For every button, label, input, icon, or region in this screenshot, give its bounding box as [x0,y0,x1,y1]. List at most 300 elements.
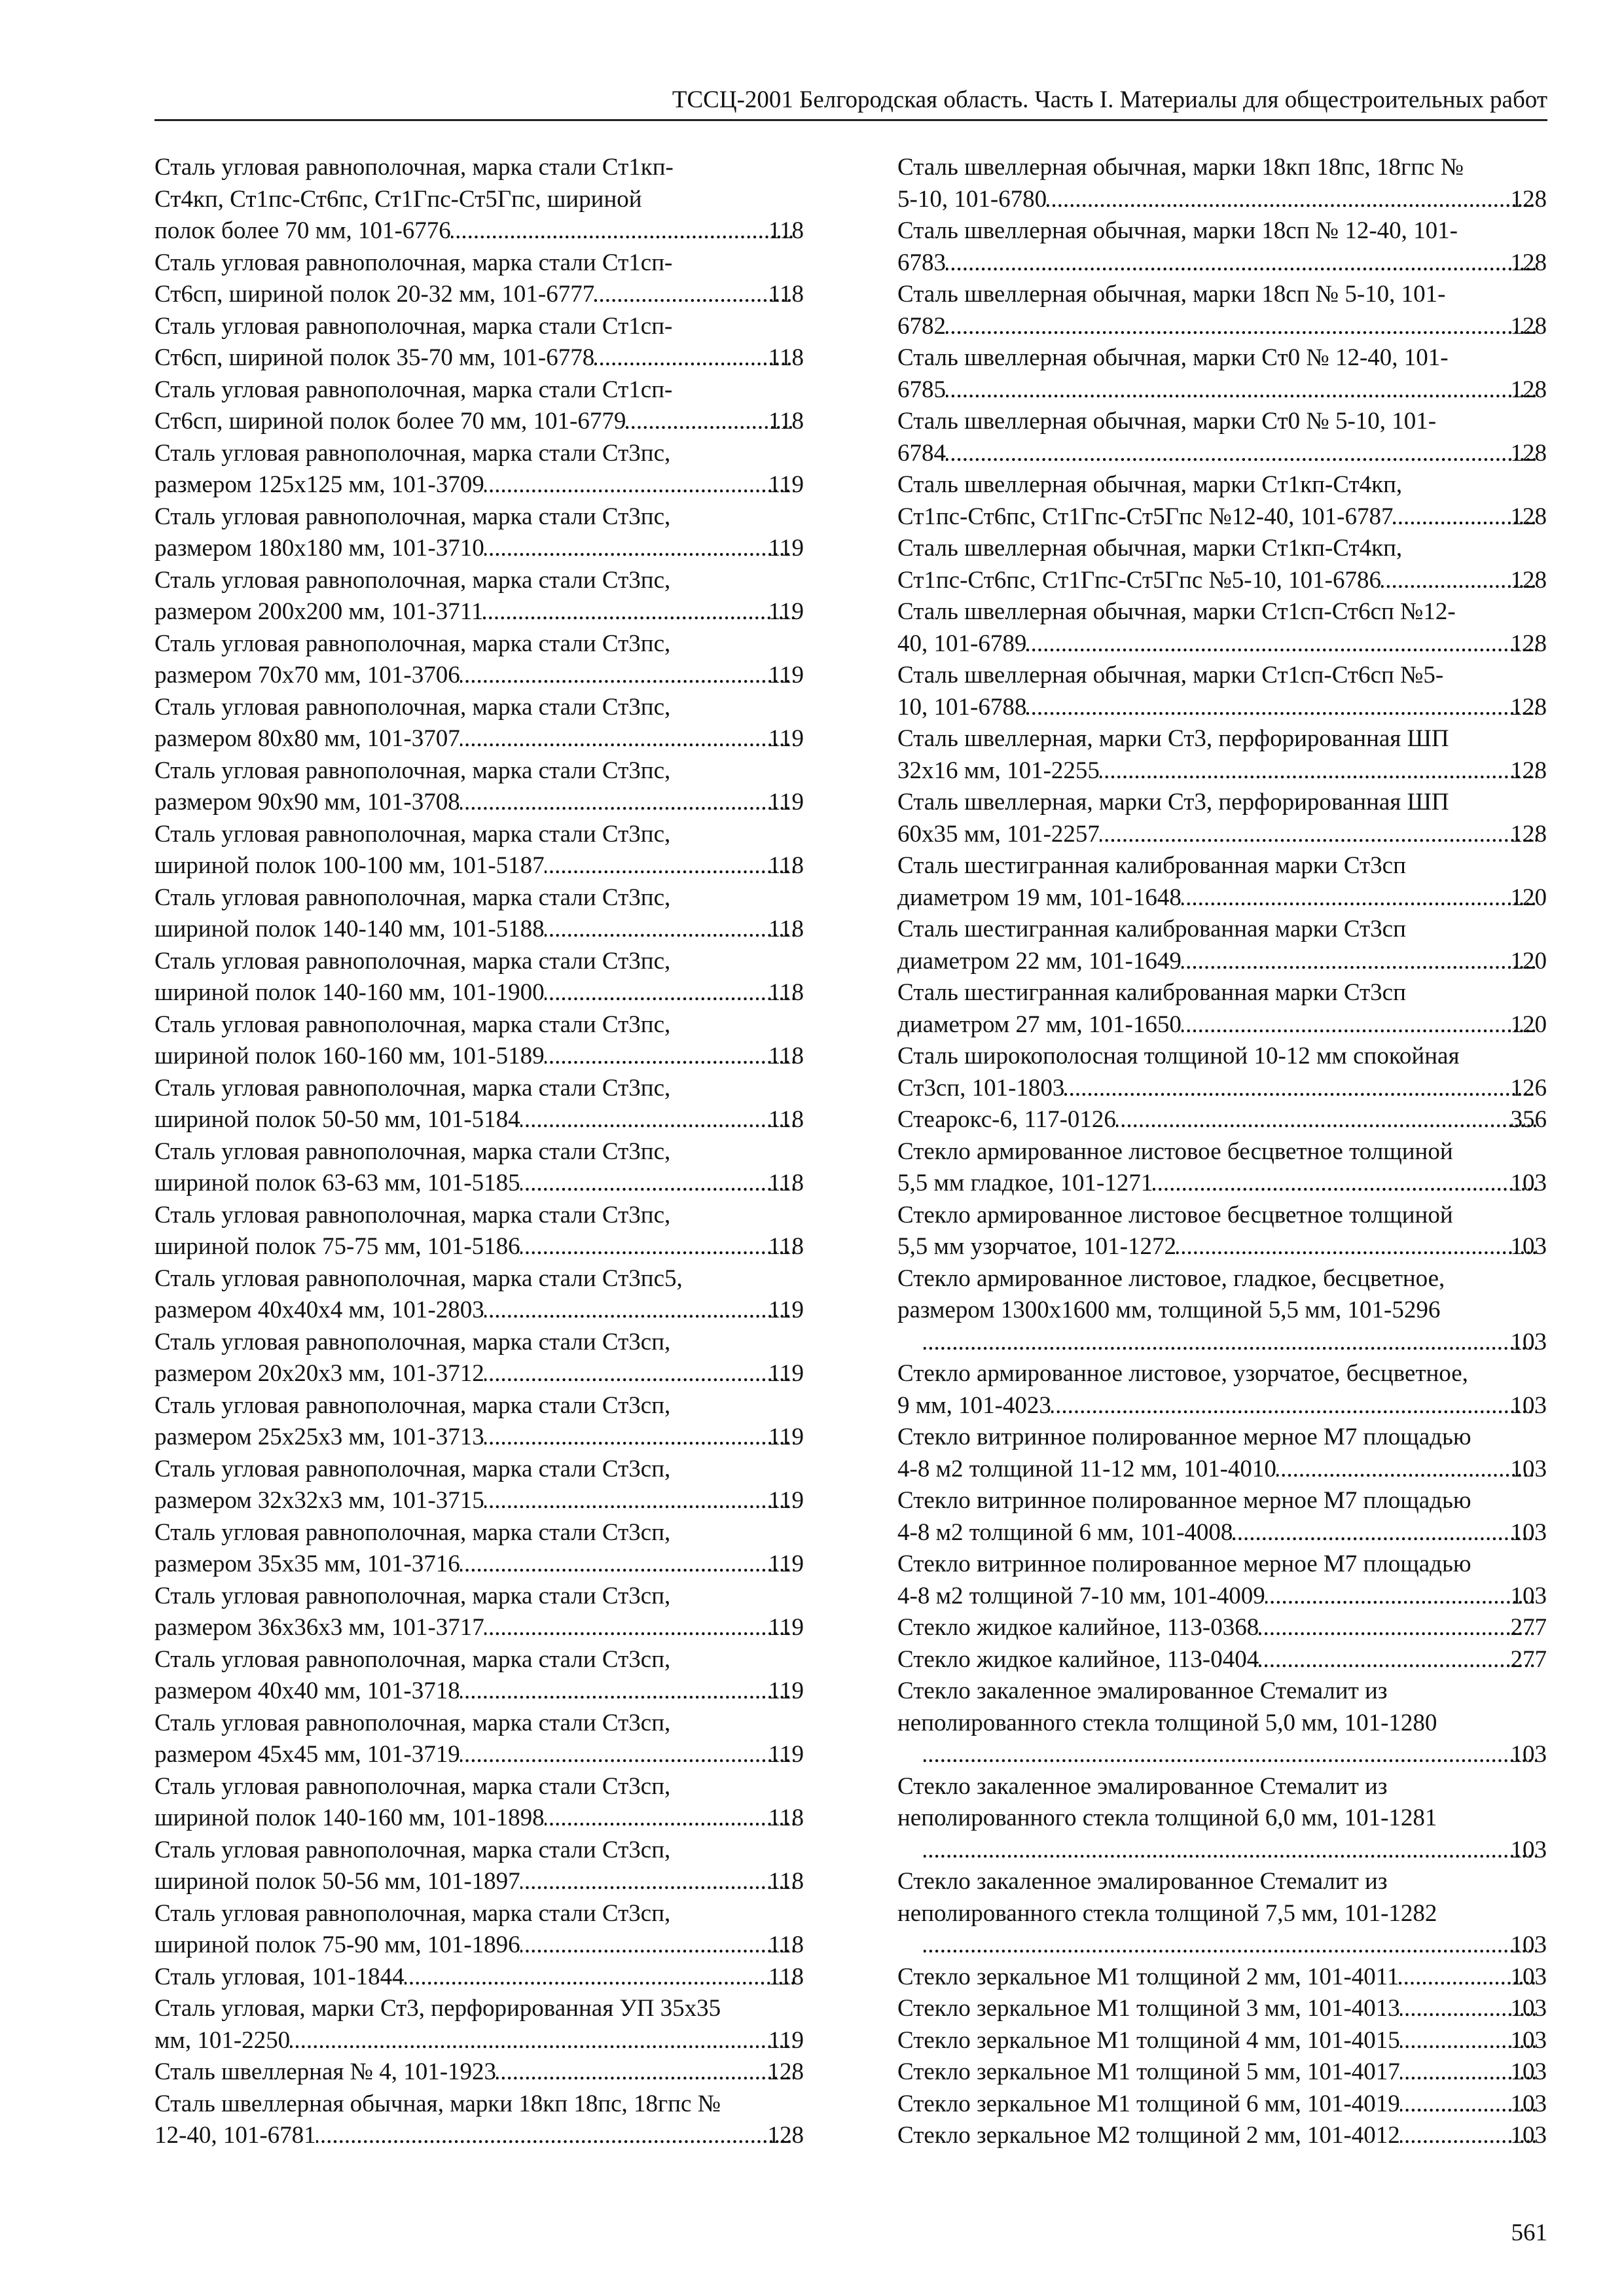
index-entry [897,1771,1547,1867]
index-entry-text: 5,5 мм гладкое, 101-1271 [897,1170,1153,1196]
dot-leader [1100,819,1537,851]
index-entry-last-line [154,1866,804,1898]
index-entry [154,1327,804,1390]
index-entry-line: Сталь угловая равнополочная, марка стали Ст3пс5, [154,1265,683,1292]
index-entry-text: Ст6сп, шириной полок 35-70 мм, 101-6778 [154,344,595,371]
index-entry-text: размером 70х70 мм, 101-3706 [154,662,460,689]
index-entry [154,501,804,565]
index-entry-last-line [897,692,1547,724]
index-entry-page: 119 [768,1360,804,1387]
index-entry-last-line [154,1231,804,1263]
index-entry-line: Сталь угловая равнополочная, марка стали Ст3пс, [154,566,671,594]
index-entry-text: Сталь угловая, 101-1844 [154,1963,405,1990]
index-entry [897,850,1547,914]
index-entry-text: размером 25х25х3 мм, 101-3713 [154,1424,484,1450]
index-entry-text: шириной полок 140-160 мм, 101-1898 [154,1804,545,1831]
dot-leader [1026,692,1536,724]
index-entry-last-line [897,1962,1547,1994]
index-entry-page: 103 [1510,1328,1547,1355]
index-entry-last-line [154,469,804,501]
index-entry-last-line [154,2056,804,2089]
dot-leader [520,1929,795,1962]
index-entry [897,215,1547,279]
dot-leader [946,374,1537,406]
dot-leader [460,787,795,819]
index-entry-text: Ст1пс-Ст6пс, Ст1Гпс-Ст5Гпс №12-40, 101-6787 [897,503,1394,530]
index-entry [154,819,804,882]
index-entry-text: 9 мм, 101-4023 [897,1391,1051,1419]
index-entry-line: Сталь швеллерная, марки Ст3, перфорированная ШП [897,789,1449,816]
index-entry-text: размером 125х125 мм, 101-3709 [154,471,484,498]
index-entry [897,787,1547,850]
index-entry-page: 103 [1510,1995,1547,2022]
index-entry-page: 118 [768,217,804,244]
index-column-right [897,152,1547,2152]
index-entry-page: 119 [768,598,804,625]
index-entry [154,1644,804,1708]
index-entry-last-line [154,1041,804,1073]
index-entry-page: 119 [768,1614,804,1641]
index-entry-page: 119 [768,471,804,498]
dot-leader [520,1104,795,1136]
dot-leader [484,533,795,565]
index-entry-page: 119 [768,1551,804,1577]
index-entry-line: Сталь угловая равнополочная, марка стали Ст3пс, [154,630,671,657]
index-entry-text: 60х35 мм, 101-2257 [897,820,1100,848]
index-entry-page: 118 [768,1868,804,1895]
index-entry-last-line [897,374,1547,406]
index-entry-last-line [897,1073,1547,1105]
dot-leader [451,215,795,247]
index-entry [897,1485,1547,1549]
dot-leader [1176,1231,1536,1263]
index-entry-line: Ст4кп, Ст1пс-Ст6пс, Ст1Гпс-Ст5Гпс, шириной [154,185,642,213]
index-entry-last-line [154,1676,804,1708]
index-entry-page: 119 [768,2026,804,2054]
index-entry-line: Сталь угловая равнополочная, марка стали Ст1сп- [154,376,673,403]
index-entry [897,2056,1547,2089]
index-entry-line: Сталь швеллерная обычная, марки 18сп № 5-10, 101- [897,281,1446,308]
index-entry [154,1136,804,1200]
index-entry-last-line [897,184,1547,216]
dot-leader [594,342,795,374]
index-entry-text: Ст6сп, шириной полок 20-32 мм, 101-6777 [154,281,595,308]
dot-leader [1047,184,1536,216]
index-entry [154,755,804,819]
index-entry-page: 119 [768,725,804,752]
index-entry-line: Сталь угловая равнополочная, марка стали Ст3сп, [154,1391,671,1419]
index-entry-line: Сталь угловая равнополочная, марка стали Ст3сп, [154,1328,671,1355]
index-entry-last-line [897,2056,1547,2089]
index-entry [897,533,1547,596]
index-entry-page: 128 [1510,376,1547,403]
index-entry-line: Сталь широкополосная толщиной 10-12 мм спокойная [897,1043,1460,1069]
index-entry-text: 5-10, 101-6780 [897,185,1047,213]
index-entry-last-line [897,501,1547,533]
index-entry-line: Сталь швеллерная обычная, марки Ст1сп-Ст6сп №5- [897,662,1444,689]
index-entry [897,660,1547,723]
index-entry [897,2025,1547,2057]
index-entry-page: 103 [1510,1963,1547,1990]
index-entry-page: 119 [768,1487,804,1514]
index-entry-page: 103 [1510,1233,1547,1260]
index-entry [897,1422,1547,1485]
index-entry-last-line [154,406,804,438]
dot-leader [520,1231,795,1263]
index-entry-last-line [154,977,804,1009]
index-entry-text: размером 40х40 мм, 101-3718 [154,1677,460,1704]
dot-leader [1026,628,1536,660]
index-entry-page: 128 [1510,630,1547,657]
index-entry-text: 32х16 мм, 101-2255 [897,757,1100,784]
index-entry [897,152,1547,215]
dot-leader [545,850,795,882]
index-entry [154,1835,804,1898]
dot-leader [946,311,1537,343]
dot-leader [545,1803,795,1835]
index-entry-last-line [897,1454,1547,1486]
index-entry-page: 118 [768,1106,804,1133]
index-entry [154,1962,804,1994]
index-entry [897,1962,1547,1994]
index-entry-page: 128 [1510,312,1547,340]
dot-leader [1182,1009,1537,1041]
dot-leader [460,1739,795,1771]
index-entry [897,1549,1547,1612]
index-entry-line: неполированного стекла толщиной 7,5 мм, 101-1282 [897,1899,1437,1927]
index-entry-page: 128 [1510,757,1547,784]
index-entry-page: 119 [768,1677,804,1704]
index-entry [897,723,1547,787]
index-entry-text: Стекло жидкое калийное, 113-0368 [897,1614,1259,1641]
index-entry-line: Сталь угловая равнополочная, марка стали Ст3пс, [154,884,671,911]
index-entry-page: 118 [768,979,804,1006]
index-entry [897,1993,1547,2025]
index-entry-last-line [897,247,1547,279]
index-entry-page: 119 [768,1741,804,1768]
index-entry-page: 118 [768,344,804,371]
dot-leader [290,2025,795,2057]
index-entry-line: Сталь угловая равнополочная, марка стали Ст3пс, [154,820,671,848]
index-entry-line: Сталь швеллерная обычная, марки Ст1кп-Ст4кп, [897,471,1403,498]
index-entry-line: Сталь угловая равнополочная, марка стали Ст3пс, [154,503,671,530]
index-entry-page: 128 [767,2122,804,2149]
index-entry [897,914,1547,977]
index-entry [897,406,1547,469]
dot-leader [484,1295,795,1327]
index-entry-text: диаметром 19 мм, 101-1648 [897,884,1182,911]
dot-leader [484,1485,795,1517]
index-column-left [154,152,804,2152]
index-entry-page: 128 [1510,185,1547,213]
index-entry-line: Сталь угловая равнополочная, марка стали Ст1кп- [154,154,674,181]
index-entry-page: 277 [1510,1614,1547,1641]
index-entry-text: диаметром 22 мм, 101-1649 [897,947,1182,975]
index-entry [897,2120,1547,2152]
index-entry-last-line [154,2120,804,2152]
index-entry-page: 128 [1510,693,1547,721]
index-entry-line: Стекло армированное листовое бесцветное толщиной [897,1138,1453,1165]
index-entry-page: 118 [768,852,804,879]
index-entry-last-line [154,1962,804,1994]
index-entry-line: Сталь угловая равнополочная, марка стали Ст3сп, [154,1772,671,1800]
index-entry-line: Сталь швеллерная обычная, марки 18сп № 12-40, 101- [897,217,1458,244]
index-entry-last-line [154,1104,804,1136]
dot-leader [484,1612,795,1644]
index-entry [154,374,804,438]
page-number: 561 [1511,2219,1547,2246]
index-entry-text: 6783 [897,249,946,276]
index-entry-page: 103 [1510,1741,1547,1768]
dot-leader [1233,1517,1536,1549]
index-entry-last-line [154,1485,804,1517]
dot-leader [946,247,1537,279]
index-entry-page: 118 [768,408,804,435]
dot-leader [924,1327,1537,1359]
index-entry-line: Сталь швеллерная обычная, марки 18кп 18пс, 18гпс № [154,2090,721,2117]
index-entry-text: мм, 101-2250 [154,2026,291,2054]
index-entry-text: шириной полок 160-160 мм, 101-5189 [154,1043,545,1069]
index-entry-line: Стекло армированное листовое, узорчатое, бесцветное, [897,1360,1468,1387]
index-entry-page: 277 [1510,1645,1547,1673]
index-entry-last-line [154,787,804,819]
index-entry-text: шириной полок 50-50 мм, 101-5184 [154,1106,520,1133]
index-entry-line: Стекло закаленное эмалированное Стемалит из [897,1772,1388,1800]
index-entry-last-line [154,342,804,374]
index-entry-text: размером 90х90 мм, 101-3708 [154,789,460,816]
index-entry-last-line [897,1390,1547,1422]
index-entry-text: размером 200х200 мм, 101-3711 [154,598,484,625]
index-entry-page: 118 [768,281,804,308]
dot-leader [946,438,1537,470]
index-entry-text: 40, 101-6789 [897,630,1027,657]
index-entry-page: 103 [1510,1931,1547,1958]
index-entry-last-line [154,1549,804,1581]
index-entry-line: Сталь угловая равнополочная, марка стали Ст3пс, [154,439,671,467]
index-entry-text: 4-8 м2 толщиной 6 мм, 101-4008 [897,1518,1233,1546]
index-entry-text: Ст3сп, 101-1803 [897,1074,1065,1102]
index-entry-text: Стекло зеркальное М2 толщиной 2 мм, 101-4012 [897,2122,1400,2149]
index-entry-page: 103 [1510,2122,1547,2149]
index-entry-line: Сталь угловая равнополочная, марка стали Ст3сп, [154,1455,671,1482]
index-entry-last-line [897,1612,1547,1644]
dot-leader [924,1835,1537,1867]
index-entry [154,1200,804,1263]
index-entry-page: 118 [768,1963,804,1990]
index-entry [154,628,804,692]
index-entry-page: 103 [1510,1455,1547,1482]
index-entry-page: 120 [1510,884,1547,911]
dot-leader [1153,1168,1536,1200]
index-entry [154,1454,804,1517]
index-entry-line: Сталь угловая равнополочная, марка стали Ст3пс, [154,947,671,975]
index-entry-text: полок более 70 мм, 101-6776 [154,217,451,244]
index-entry-text: Стекло зеркальное М1 толщиной 4 мм, 101-4015 [897,2026,1400,2054]
index-entry-line: Сталь угловая равнополочная, марка стали Ст3сп, [154,1518,671,1546]
index-entry-page: 103 [1510,2090,1547,2117]
index-entry-last-line [154,914,804,946]
dot-leader [520,1168,795,1200]
index-entry [154,1898,804,1962]
index-entry-last-line [897,438,1547,470]
index-entry-text: размером 36х36х3 мм, 101-3717 [154,1614,484,1641]
index-entry-line: размером 1300х1600 мм, толщиной 5,5 мм, 101-5296 [897,1297,1441,1323]
index-entry-text: Стекло зеркальное М1 толщиной 5 мм, 101-4017 [897,2058,1400,2085]
index-entry-line: Сталь швеллерная обычная, марки Ст1кп-Ст4кп, [897,535,1403,562]
index-entry-last-line [154,1295,804,1327]
index-entry [154,946,804,1009]
index-entry-page: 128 [1510,566,1547,594]
dot-leader [924,1929,1537,1962]
dot-leader [460,660,795,692]
index-entry-text: размером 40х40х4 мм, 101-2803 [154,1297,484,1323]
index-entry-page: 356 [1510,1106,1547,1133]
running-header [154,85,1547,121]
index-entry-last-line [897,946,1547,978]
index-entry-text: Стекло зеркальное М1 толщиной 3 мм, 101-4013 [897,1995,1400,2022]
index-entry-page: 103 [1510,1170,1547,1196]
index-entry-page: 103 [1510,2026,1547,2054]
index-entry-last-line [897,755,1547,787]
index-entry-text: 5,5 мм узорчатое, 101-1272 [897,1233,1177,1260]
index-entry-last-line [924,1835,1547,1867]
dot-leader [545,977,795,1009]
index-entry [897,596,1547,660]
index-entry-line: Сталь шестигранная калиброванная марки Ст3сп [897,979,1406,1006]
dot-leader [484,1358,795,1390]
dot-leader [545,1041,795,1073]
index-entry-line: Стекло витринное полированное мерное М7 площадью [897,1424,1471,1450]
index-entry-last-line [154,1739,804,1771]
index-entry-last-line [897,1009,1547,1041]
index-entry-line: Сталь угловая равнополочная, марка стали Ст3сп, [154,1709,671,1736]
index-entry [897,342,1547,406]
index-entry-line: Сталь угловая равнополочная, марка стали Ст3пс, [154,1074,671,1102]
dot-leader [483,596,795,628]
index-entry [897,469,1547,533]
index-entry-last-line [897,565,1547,597]
index-entry-page: 120 [1510,947,1547,975]
index-entry-text: Стекло зеркальное М1 толщиной 2 мм, 101-4011 [897,1963,1399,1990]
index-entry [154,692,804,755]
index-entry-text: размером 180х180 мм, 101-3710 [154,535,484,562]
index-entry-text: диаметром 27 мм, 101-1650 [897,1011,1182,1038]
dot-leader [460,1676,795,1708]
index-entry-last-line [154,1929,804,1962]
index-entry-last-line [897,1231,1547,1263]
dot-leader [1259,1644,1536,1676]
dot-leader [1265,1581,1537,1613]
index-entry [154,565,804,628]
index-entry-last-line [154,215,804,247]
index-entry-line: Сталь угловая равнополочная, марка стали Ст3пс, [154,1011,671,1038]
index-entry [154,311,804,374]
index-entry-line: Сталь угловая, марки Ст3, перфорированная УП 35х35 [154,1995,721,2022]
dot-leader [1064,1073,1536,1105]
index-entry-page: 126 [1510,1074,1547,1102]
index-entry-line: Сталь угловая равнополочная, марка стали Ст3сп, [154,1645,671,1673]
index-entry-page: 118 [768,1233,804,1260]
index-entry-last-line [897,2120,1547,2152]
index-entry [154,152,804,247]
index-entry [154,882,804,946]
index-entry-page: 128 [1510,503,1547,530]
index-entry [154,2056,804,2089]
index-entry-line: Сталь шестигранная калиброванная марки Ст3сп [897,916,1406,942]
index-entry-text: размером 45х45 мм, 101-3719 [154,1741,460,1768]
index-entry [154,438,804,501]
index-entry-text: Стекло жидкое калийное, 113-0404 [897,1645,1259,1673]
index-entry [154,1993,804,2056]
index-entry-text: 4-8 м2 толщиной 11-12 мм, 101-4010 [897,1455,1276,1482]
dot-leader [405,1962,795,1994]
index-entry-last-line [154,2025,804,2057]
index-entry-last-line [154,660,804,692]
index-entry-text: шириной полок 75-75 мм, 101-5186 [154,1233,520,1260]
index-entry [154,1073,804,1136]
index-entry-page: 119 [768,662,804,689]
index-entry-last-line [897,2089,1547,2121]
index-entry-last-line [154,1422,804,1454]
index-entry-page: 119 [768,1424,804,1450]
index-entry-line: Сталь угловая равнополочная, марка стали Ст3сп, [154,1582,671,1609]
index-entry-text: Ст1пс-Ст6пс, Ст1Гпс-Ст5Гпс №5-10, 101-6786 [897,566,1381,594]
index-entry [154,1009,804,1073]
dot-leader [460,723,795,755]
index-entry-last-line [154,1358,804,1390]
index-entry-line: неполированного стекла толщиной 5,0 мм, 101-1280 [897,1709,1437,1736]
header-title: ТССЦ-2001 Белгородская область. Часть I. Материалы для общестроительных работ [672,86,1547,113]
index-entry-last-line [924,1929,1547,1962]
dot-leader [1116,1104,1537,1136]
index-entry-last-line [154,723,804,755]
index-entry-text: шириной полок 75-90 мм, 101-1896 [154,1931,520,1958]
index-entry-page: 128 [1510,249,1547,276]
dot-leader [1276,1454,1537,1486]
dot-leader [520,1866,795,1898]
dot-leader [1100,755,1537,787]
index-entry-text: 12-40, 101-6781 [154,2122,316,2149]
index-entry [897,279,1547,342]
index-entry [897,1866,1547,1962]
index-entry [154,1390,804,1454]
index-entry-line: Сталь угловая равнополочная, марка стали Ст3пс, [154,1201,671,1229]
index-entry-last-line [924,1739,1547,1771]
index-entry-line: Сталь швеллерная обычная, марки Ст0 № 5-10, 101- [897,408,1437,435]
index-entry-text: Сталь швеллерная № 4, 101-1923 [154,2058,497,2085]
index-entry-page: 118 [768,1170,804,1196]
index-entry-line: Стекло армированное листовое бесцветное толщиной [897,1201,1453,1229]
dot-leader [316,2120,794,2152]
index-entry-text: шириной полок 50-56 мм, 101-1897 [154,1868,520,1895]
index-entry-last-line [897,882,1547,914]
index-entry [154,1517,804,1581]
index-entry-line: Сталь швеллерная, марки Ст3, перфорированная ШП [897,725,1449,752]
index-entry [897,1041,1547,1104]
index-entry-line: Сталь угловая равнополочная, марка стали Ст1сп- [154,249,673,276]
index-entry [897,1612,1547,1644]
index-entry [897,1104,1547,1136]
index-entry-last-line [154,1168,804,1200]
index-entry-line: Сталь угловая равнополочная, марка стали Ст1сп- [154,312,673,340]
index-entry-page: 118 [768,1043,804,1069]
index-entry-last-line [154,1803,804,1835]
index-entry-line: Сталь угловая равнополочная, марка стали Ст3сп, [154,1836,671,1863]
index-entry-page: 118 [768,916,804,942]
index-entry-line: Стекло армированное листовое, гладкое, бесцветное, [897,1265,1445,1292]
index-entry-line: Сталь швеллерная обычная, марки 18кп 18пс, 18гпс № [897,154,1464,181]
index-entry-text: размером 35х35 мм, 101-3716 [154,1551,460,1577]
